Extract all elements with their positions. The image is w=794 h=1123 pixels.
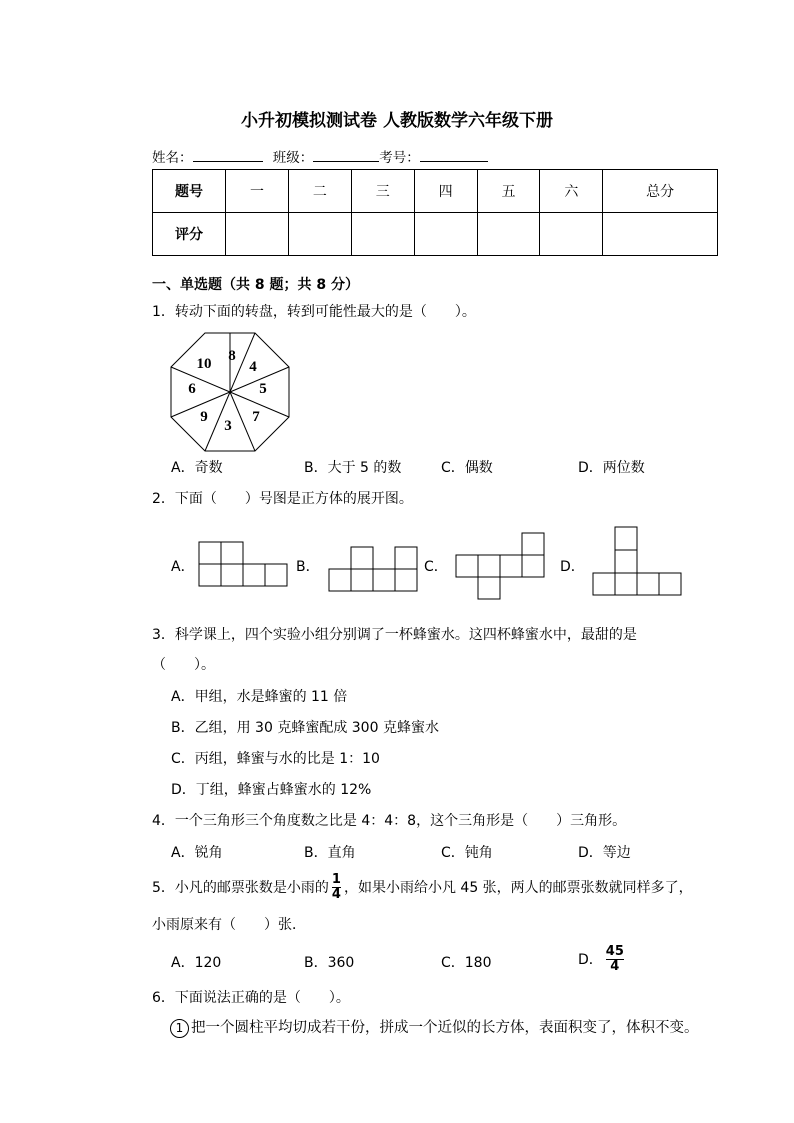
score-table-header-row — [153, 170, 718, 213]
score-row-label: 评分 — [153, 213, 226, 256]
q5-text-a: 5．小凡的邮票张数是小雨的 — [152, 880, 329, 896]
q1-option-d[interactable]: D．两位数 — [578, 460, 645, 476]
score-cell[interactable] — [603, 213, 718, 256]
q3-option-d[interactable]: D．丁组，蜂蜜占蜂蜜水的 12% — [171, 782, 372, 798]
wheel-number: 6 — [188, 381, 196, 397]
q5-option-d-den: 4 — [610, 958, 620, 974]
score-cell-header: 六 — [540, 170, 603, 213]
class-blank[interactable] — [313, 147, 379, 162]
cube-net-c — [455, 532, 547, 600]
wheel-number: 8 — [228, 348, 236, 364]
cube-net-a — [198, 541, 294, 587]
score-table-score-row — [153, 213, 718, 256]
q2-option-b[interactable]: B． — [296, 559, 320, 575]
q5-text-b: ，如果小雨给小凡 45 张，两人的邮票张数就同样多了， — [343, 880, 693, 896]
q6-statement-1-text: 把一个圆柱平均切成若干份，拼成一个近似的长方体，表面积变了，体积不变。 — [191, 1020, 699, 1036]
score-cell-header: 五 — [477, 170, 540, 213]
score-cell-header: 三 — [351, 170, 414, 213]
score-cell[interactable] — [351, 213, 414, 256]
q1-option-c[interactable]: C．偶数 — [441, 460, 493, 476]
exam-no-blank[interactable] — [420, 147, 488, 162]
q2-option-d[interactable]: D． — [560, 559, 585, 575]
q5-option-b[interactable]: B．360 — [304, 955, 355, 971]
cube-net-b — [328, 546, 420, 592]
q5-option-d-num: 45 — [605, 943, 624, 959]
question-5-text — [152, 870, 693, 904]
score-cell-header: 一 — [226, 170, 289, 213]
exam-no-label: 考号： — [379, 150, 420, 166]
q5-fraction-num: 1 — [331, 871, 341, 887]
wheel-number: 7 — [252, 409, 260, 425]
wheel-number: 5 — [259, 381, 267, 397]
score-cell-header: 四 — [414, 170, 477, 213]
question-3-text-cont: （ ）。 — [152, 657, 215, 673]
question-4-text: 4．一个三角形三个角度数之比是 4：4：8，这个三角形是（ ）三角形。 — [152, 813, 627, 829]
q5-option-d-fraction — [606, 945, 624, 973]
question-3-text: 3．科学课上，四个实验小组分别调了一杯蜂蜜水。这四杯蜂蜜水中，最甜的是 — [152, 627, 637, 643]
q4-option-b[interactable]: B．直角 — [304, 845, 356, 861]
score-cell[interactable] — [414, 213, 477, 256]
q4-option-c[interactable]: C．钝角 — [441, 845, 493, 861]
q2-option-c[interactable]: C． — [424, 559, 448, 575]
wheel-number: 9 — [200, 409, 208, 425]
wheel-number: 10 — [196, 356, 212, 372]
question-5-text-cont: 小雨原来有（ ）张． — [152, 917, 306, 933]
score-cell[interactable] — [477, 213, 540, 256]
score-cell[interactable] — [540, 213, 603, 256]
question-2-text: 2．下面（ ）号图是正方体的展开图。 — [152, 491, 413, 507]
score-cell[interactable] — [288, 213, 351, 256]
score-table — [152, 169, 718, 256]
score-cell[interactable] — [226, 213, 289, 256]
wheel-number: 3 — [224, 418, 232, 434]
q4-option-a[interactable]: A．锐角 — [171, 845, 223, 861]
q3-option-c[interactable]: C．丙组，蜂蜜与水的比是 1：10 — [171, 751, 380, 767]
score-cell-header: 题号 — [153, 170, 226, 213]
student-info — [152, 146, 488, 166]
q3-option-b[interactable]: B．乙组，用 30 克蜂蜜配成 300 克蜂蜜水 — [171, 720, 439, 736]
question-6-text: 6．下面说法正确的是（ ）。 — [152, 990, 350, 1006]
q5-option-d[interactable] — [578, 941, 627, 977]
q5-option-c[interactable]: C．180 — [441, 955, 492, 971]
q5-option-d-label: D． — [578, 952, 603, 968]
q5-option-a[interactable]: A．120 — [171, 955, 222, 971]
name-label: 姓名： — [152, 150, 193, 166]
q2-option-a[interactable]: A． — [171, 559, 195, 575]
name-blank[interactable] — [193, 147, 263, 162]
q4-option-d[interactable]: D．等边 — [578, 845, 631, 861]
circled-number: 1 — [170, 1019, 189, 1038]
page-title: 小升初模拟测试卷 人教版数学六年级下册 — [241, 111, 553, 131]
question-1-text: 1．转动下面的转盘，转到可能性最大的是（ ）。 — [152, 304, 476, 320]
section-heading: 一、单选题（共 8 题；共 8 分） — [152, 277, 359, 293]
q1-option-a[interactable]: A．奇数 — [171, 460, 223, 476]
q5-fraction — [332, 873, 341, 901]
q3-option-a[interactable]: A．甲组，水是蜂蜜的 11 倍 — [171, 689, 348, 705]
spinner-wheel — [168, 330, 292, 454]
q5-fraction-den: 4 — [331, 886, 341, 902]
q1-option-b[interactable]: B．大于 5 的数 — [304, 460, 402, 476]
cube-net-d — [592, 526, 684, 596]
score-cell-header: 总分 — [603, 170, 718, 213]
wheel-number: 4 — [249, 359, 257, 375]
q6-statement-1 — [170, 1016, 699, 1038]
score-cell-header: 二 — [288, 170, 351, 213]
class-label: 班级： — [272, 150, 314, 166]
